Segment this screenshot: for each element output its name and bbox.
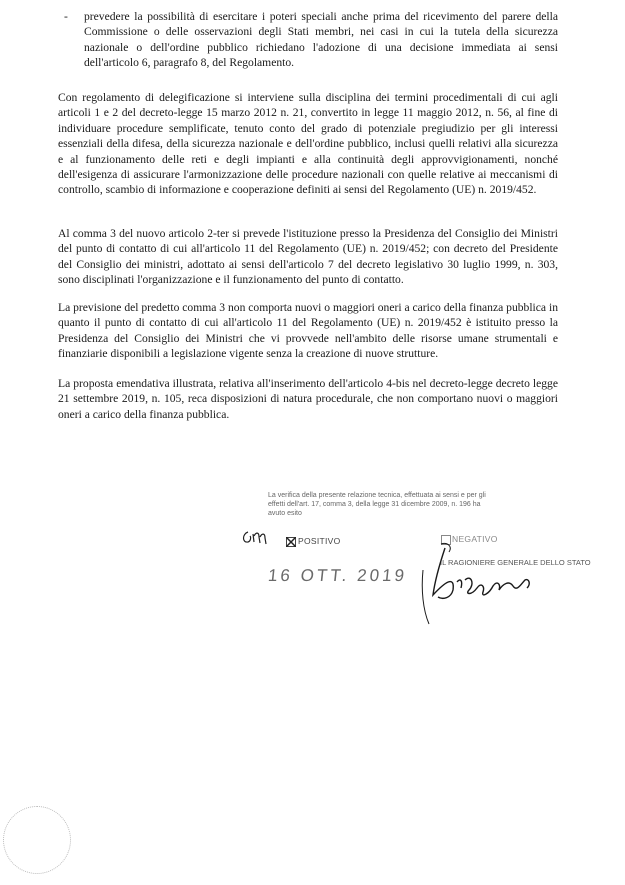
paragraph-delegification: Con regolamento di delegificazione si interviene sulla disciplina dei termini procedimentali di cui agli articoli 1 e 2 del decreto-legge 15 marzo 2012 n. 21, convertito in legge 11 maggio 2012, n. 56, al fine di individuare procedure semplificate, tenuto conto del grado di potenziale pregiudizio per gli interessi essenziali della difesa, della sicurezza nazionale e dell'ordine pubblico, inclusi quelli relativi alla sicurezza e al funzionamento delle reti e degli impianti e alla continuità degli approvvigionamenti, nonché dell'esigenza di assicurare l'armonizzazione delle procedure nazionali con quelle relative ai meccanismi di controllo, scambio di informazione e cooperazione definiti ai sensi del Regolamento (UE) n. 2019/452. <box>58 91 558 197</box>
stamp-note-line: La verifica della presente relazione tecnica, effettuata ai sensi e per gli <box>268 492 486 499</box>
check-x-icon <box>286 537 296 547</box>
faded-seal <box>3 806 71 874</box>
positive-label: POSITIVO <box>298 536 341 546</box>
ragioniere-signature <box>405 540 555 630</box>
stamp-note-line: effetti dell'art. 17, comma 3, della legge 31 dicembre 2009, n. 196 ha <box>268 501 481 508</box>
positive-checkbox <box>286 537 296 547</box>
paragraph-contact-point: Al comma 3 del nuovo articolo 2-ter si prevede l'istituzione presso la Presidenza del Consiglio dei Ministri del punto di contatto di cui all'articolo 11 del Regolamento (UE) n. 2019/452; con decreto del Presidente del Consiglio dei ministri, adottato ai sensi dell'articolo 7 del decreto legislativo 30 luglio 1999, n. 303, sono disciplinati l'organizzazione e il funzionamento del punto di contatto. <box>58 227 558 287</box>
bullet-mark: - <box>64 10 68 23</box>
paragraph-amendment: La proposta emendativa illustrata, relativa all'inserimento dell'articolo 4-bis nel decreto-legge decreto legge 21 settembre 2019, n. 105, reca disposizioni di natura procedurale, che non comportano nuovi o maggiori oneri a carico della finanza pubblica. <box>58 377 558 421</box>
bullet-text: prevedere la possibilità di esercitare i poteri speciali anche prima del ricevimento del parere della Commissione o delle osservazioni degli Stati membri, nei casi in cui la tutela della sicurezza nazionale o dell'ordine pubblico richiedano l'adozione di una decisione immediata ai sensi dell'articolo 6, paragrafo 8, del Regolamento. <box>84 10 558 70</box>
paragraph-no-charges: La previsione del predetto comma 3 non comporta nuovi o maggiori oneri a carico della finanza pubblica in quanto il punto di contatto di cui all'articolo 11 del Regolamento (UE) n. 2019/452 è istituito presso la Presidenza del Consiglio dei Ministri che vi provvede nell'ambito delle risorse umane strumentali e finanziarie disponibili a legislazione vigente senza la creazione di nuove strutture. <box>58 301 558 361</box>
stamp-note-line: avuto esito <box>268 510 302 517</box>
signer-title: IL RAGIONIERE GENERALE DELLO STATO <box>440 558 591 567</box>
initials-signature <box>240 528 270 548</box>
stamp-date: 16 OTT. 2019 <box>267 566 409 585</box>
negative-label: NEGATIVO <box>452 534 498 544</box>
